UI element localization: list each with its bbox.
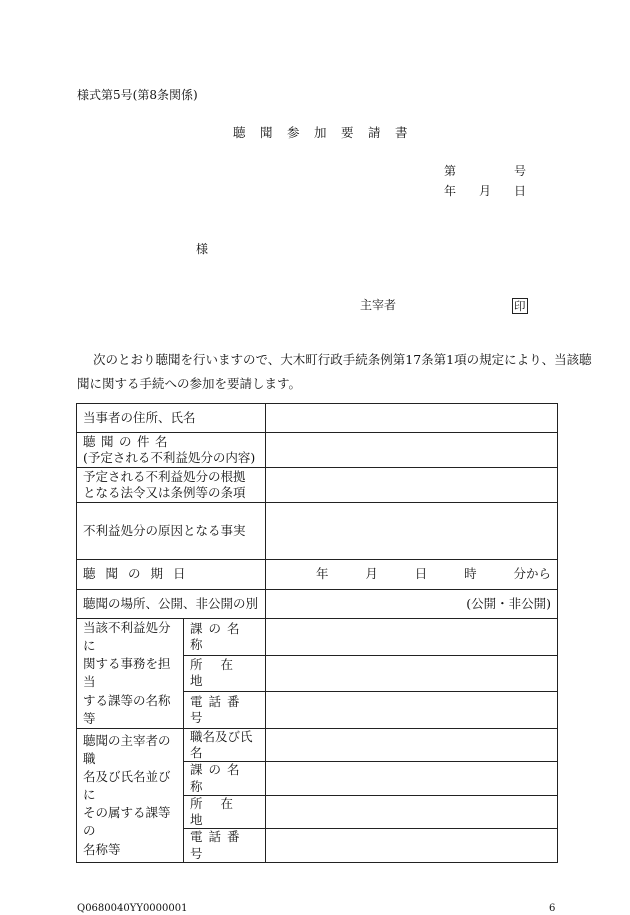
facts-value[interactable] [266, 503, 558, 560]
presider-label-l2: 名及び氏名並びに [83, 769, 171, 803]
party-label-cell [77, 404, 266, 433]
presider-phone-label-text: 電話番号 [190, 829, 246, 861]
basis-value[interactable] [266, 468, 558, 503]
party-value[interactable] [266, 404, 558, 433]
dept-phone-label [184, 692, 266, 729]
presider-phone-label [184, 829, 266, 863]
doc-number-prefix: 第 [444, 164, 457, 178]
addressee-suffix: 様 [196, 242, 209, 256]
dt-year: 年 [316, 566, 329, 582]
datetime-label [77, 560, 266, 590]
dept-phone-label-text: 電話番号 [190, 693, 246, 725]
presider-phone-value[interactable] [266, 829, 558, 863]
dept-location-label [184, 655, 266, 692]
dt-day: 日 [414, 566, 428, 582]
issue-date [444, 182, 526, 199]
row-datetime [77, 560, 558, 590]
dept-section-label-text: 課の名称 [190, 620, 246, 652]
date-month: 月 [478, 184, 491, 198]
dt-hour: 時 [464, 566, 477, 582]
dept-location-value[interactable] [266, 655, 558, 692]
row-party [77, 404, 558, 433]
presider-label: 主宰者 [360, 298, 397, 312]
basis-label [77, 468, 266, 503]
datetime-value[interactable] [266, 560, 558, 590]
request-form-table [76, 403, 558, 863]
dept-section-value[interactable] [266, 619, 558, 656]
doc-number [444, 162, 526, 179]
seal-mark [512, 295, 528, 314]
place-value[interactable] [266, 590, 558, 619]
presider-label-l1: 聴聞の主宰者の職 [83, 732, 171, 766]
subject-label-l1: 聴聞の件名 [83, 433, 174, 449]
party-label-text: 当事者の住所、氏名 [83, 409, 196, 425]
place-label-text: 聴聞の場所、公開、非公開の別 [83, 595, 259, 611]
presider-label-l4: 名称等 [83, 841, 121, 857]
date-year: 年 [444, 184, 457, 198]
dept-section-label [184, 619, 266, 656]
doc-number-suffix: 号 [513, 164, 526, 178]
basis-label-l2: となる法令又は条例等の条項 [83, 485, 246, 500]
row-place [77, 590, 558, 619]
subject-value[interactable] [266, 433, 558, 468]
place-label [77, 590, 266, 619]
presider-info-label [77, 728, 184, 862]
presider-name-value[interactable] [266, 728, 558, 762]
facts-label [77, 503, 266, 560]
body-line-1: 次のとおり聴聞を行いますので、大木町行政手続条例第17条第1項の規定により、当該聴 [93, 352, 592, 367]
subject-label [77, 433, 266, 468]
presider-location-label-text: 所在地 [190, 795, 252, 827]
dt-month: 月 [365, 566, 378, 582]
datetime-label-text: 聴聞の期日 [83, 566, 196, 582]
presider-name-label [184, 728, 266, 762]
presider-location-value[interactable] [266, 795, 558, 829]
presider-section-label [184, 762, 266, 796]
presider-label-l3: その属する課等の [83, 805, 171, 839]
dept-label-l3: する課等の名称等 [83, 692, 171, 726]
public-option: (公開・非公開) [466, 595, 552, 611]
row-basis [77, 468, 558, 503]
page-number: 6 [549, 903, 556, 914]
dept-label [77, 619, 184, 729]
row-subject [77, 433, 558, 468]
subject-label-l2: (予定される不利益処分の内容) [83, 450, 256, 465]
basis-label-l1: 予定される不利益処分の根拠 [83, 468, 246, 484]
dept-location-label-text: 所在地 [190, 657, 252, 689]
presider-location-label [184, 795, 266, 829]
seal-text: 印 [514, 299, 526, 313]
row-dept-section [77, 619, 558, 656]
presider-name-label-text: 職名及び氏名 [190, 728, 253, 760]
presider-section-label-text: 課の名称 [190, 762, 246, 794]
dt-minute: 分から [513, 566, 551, 582]
facts-label-text: 不利益処分の原因となる事実 [83, 522, 246, 538]
footer-code: Q0680040YY0000001 [77, 903, 188, 914]
date-day: 日 [513, 184, 526, 198]
row-facts [77, 503, 558, 560]
presider-section-value[interactable] [266, 762, 558, 796]
form-number: 様式第5号(第8条関係) [77, 88, 198, 102]
dept-phone-value[interactable] [266, 692, 558, 729]
party-label [83, 410, 259, 426]
dept-label-l2: 関する事務を担当 [83, 656, 171, 690]
page-title: 聴 聞 参 加 要 請 書 [233, 125, 409, 140]
row-presider-name [77, 728, 558, 762]
dept-label-l1: 当該不利益処分に [83, 620, 171, 654]
body-line-2: 聞に関する手続への参加を要請します。 [77, 376, 302, 391]
